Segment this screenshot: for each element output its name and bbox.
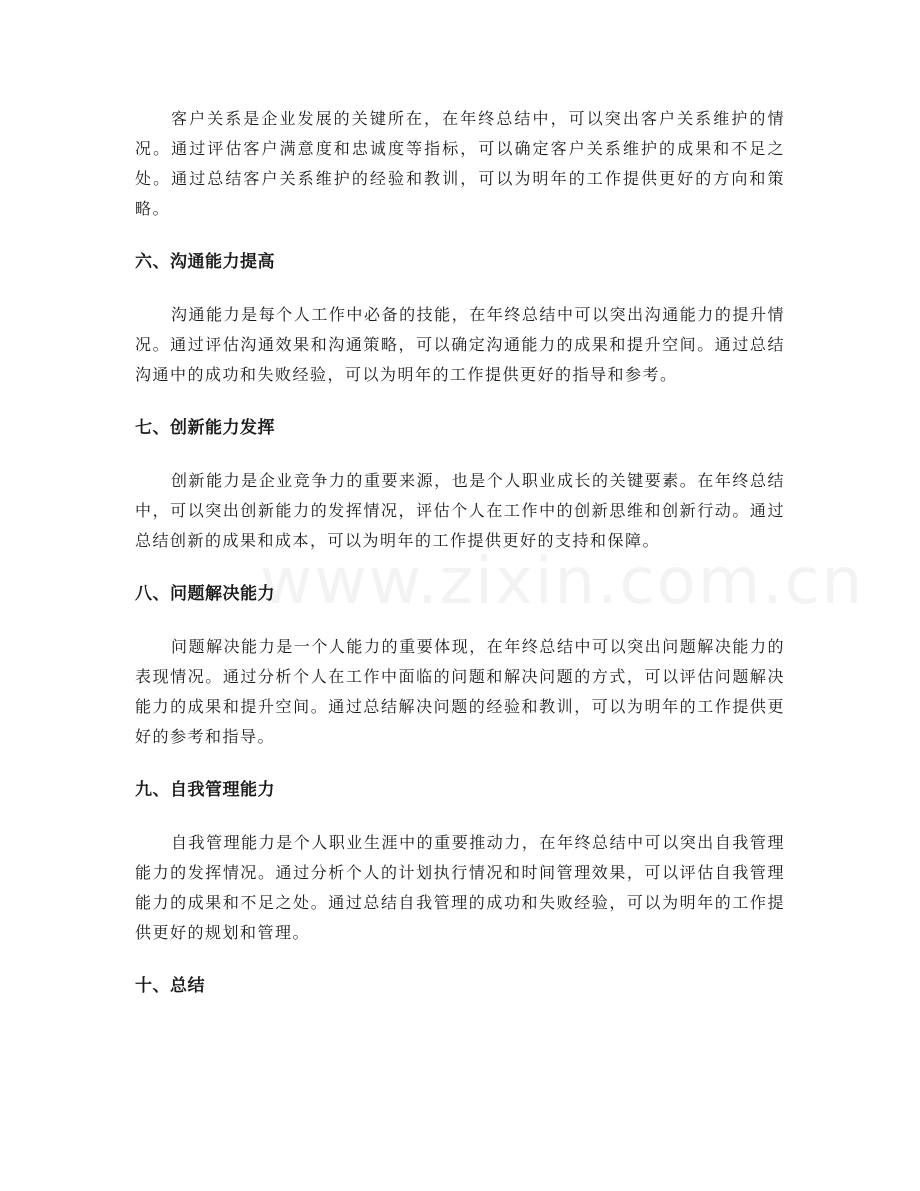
section-heading-problem-solving: 八、问题解决能力	[135, 584, 275, 604]
paragraph-communication: 沟通能力是每个人工作中必备的技能，在年终总结中可以突出沟通能力的提升情况。通过评估沟通效果和沟通策略，可以确定沟通能力的成果和提升空间。通过总结沟通中的成功和失败经验，可以为明年的工作提供更好的指导和参考。	[135, 305, 785, 384]
section-heading-self-management: 九、自我管理能力	[135, 780, 275, 800]
section-heading-summary: 十、总结	[135, 976, 205, 996]
paragraph-customer-relations: 客户关系是企业发展的关键所在，在年终总结中，可以突出客户关系维护的情况。通过评估客户满意度和忠诚度等指标，可以确定客户关系维护的成果和不足之处。通过总结客户关系维护的经验和教训，可以为明年的工作提供更好的方向和策略。	[135, 109, 785, 218]
section-heading-innovation: 七、创新能力发挥	[135, 418, 275, 438]
paragraph-self-management: 自我管理能力是个人职业生涯中的重要推动力，在年终总结中可以突出自我管理能力的发挥情况。通过分析个人的计划执行情况和时间管理效果，可以评估自我管理能力的成果和不足之处。通过总结自我管理的成功和失败经验，可以为明年的工作提供更好的规划和管理。	[135, 833, 785, 942]
section-heading-communication: 六、沟通能力提高	[135, 252, 275, 272]
paragraph-innovation: 创新能力是企业竞争力的重要来源，也是个人职业成长的关键要素。在年终总结中，可以突出创新能力的发挥情况，评估个人在工作中的创新思维和创新行动。通过总结创新的成果和成本，可以为明年的工作提供更好的支持和保障。	[135, 471, 785, 550]
paragraph-problem-solving: 问题解决能力是一个人能力的重要体现，在年终总结中可以突出问题解决能力的表现情况。通过分析个人在工作中面临的问题和解决问题的方式，可以评估问题解决能力的成果和提升空间。通过总结解决问题的经验和教训，可以为明年的工作提供更好的参考和指导。	[135, 637, 785, 746]
document-body	[135, 104, 785, 1001]
